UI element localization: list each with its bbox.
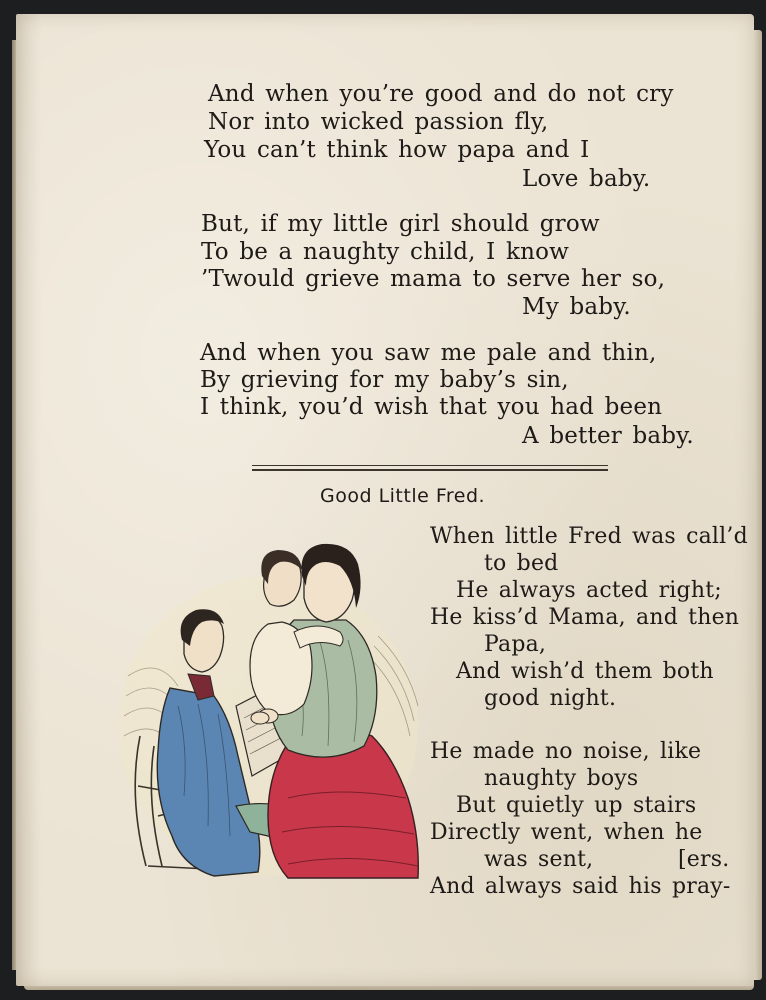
poem-line: And when you saw me pale and thin, [200, 340, 657, 366]
poem-line: By grieving for my baby’s sin, [200, 367, 569, 393]
divider-rule-top [252, 465, 608, 466]
poem-line-turnover: [ers. [678, 847, 730, 872]
poem-refrain: My baby. [522, 294, 631, 320]
poem-line: Papa, [484, 632, 547, 657]
poem-line: To be a naughty child, I know [201, 239, 570, 265]
poem-refrain: Love baby. [522, 166, 651, 192]
poem-refrain: A better baby. [522, 423, 694, 449]
poem-line: He always acted right; [456, 578, 722, 603]
poem-line: And wish’d them both [456, 659, 714, 684]
poem-line: When little Fred was call’d [430, 524, 748, 549]
poem-line: naughty boys [484, 766, 639, 791]
poem-line: Directly went, when he [430, 820, 703, 845]
poem-line: I think, you’d wish that you had been [200, 394, 663, 420]
poem-line: to bed [484, 551, 559, 576]
family-illustration [118, 536, 423, 888]
poem-line: He kiss’d Mama, and then [430, 605, 740, 630]
poem-title: Good Little Fred. [320, 485, 486, 507]
poem-line: You can’t think how papa and I [204, 137, 590, 163]
poem-line: But quietly up stairs [456, 793, 697, 818]
poem-line: Nor into wicked passion fly, [208, 109, 549, 135]
poem-line: was sent, [484, 847, 594, 872]
poem-line: ’Twould grieve mama to serve her so, [201, 266, 666, 292]
divider-rule-bottom [252, 469, 608, 471]
poem-line: He made no noise, like [430, 739, 702, 764]
poem-line: But, if my little girl should grow [201, 211, 600, 237]
poem-line: And when you’re good and do not cry [208, 81, 674, 107]
poem-line: good night. [484, 686, 617, 711]
poem-line: And always said his pray- [430, 874, 731, 899]
